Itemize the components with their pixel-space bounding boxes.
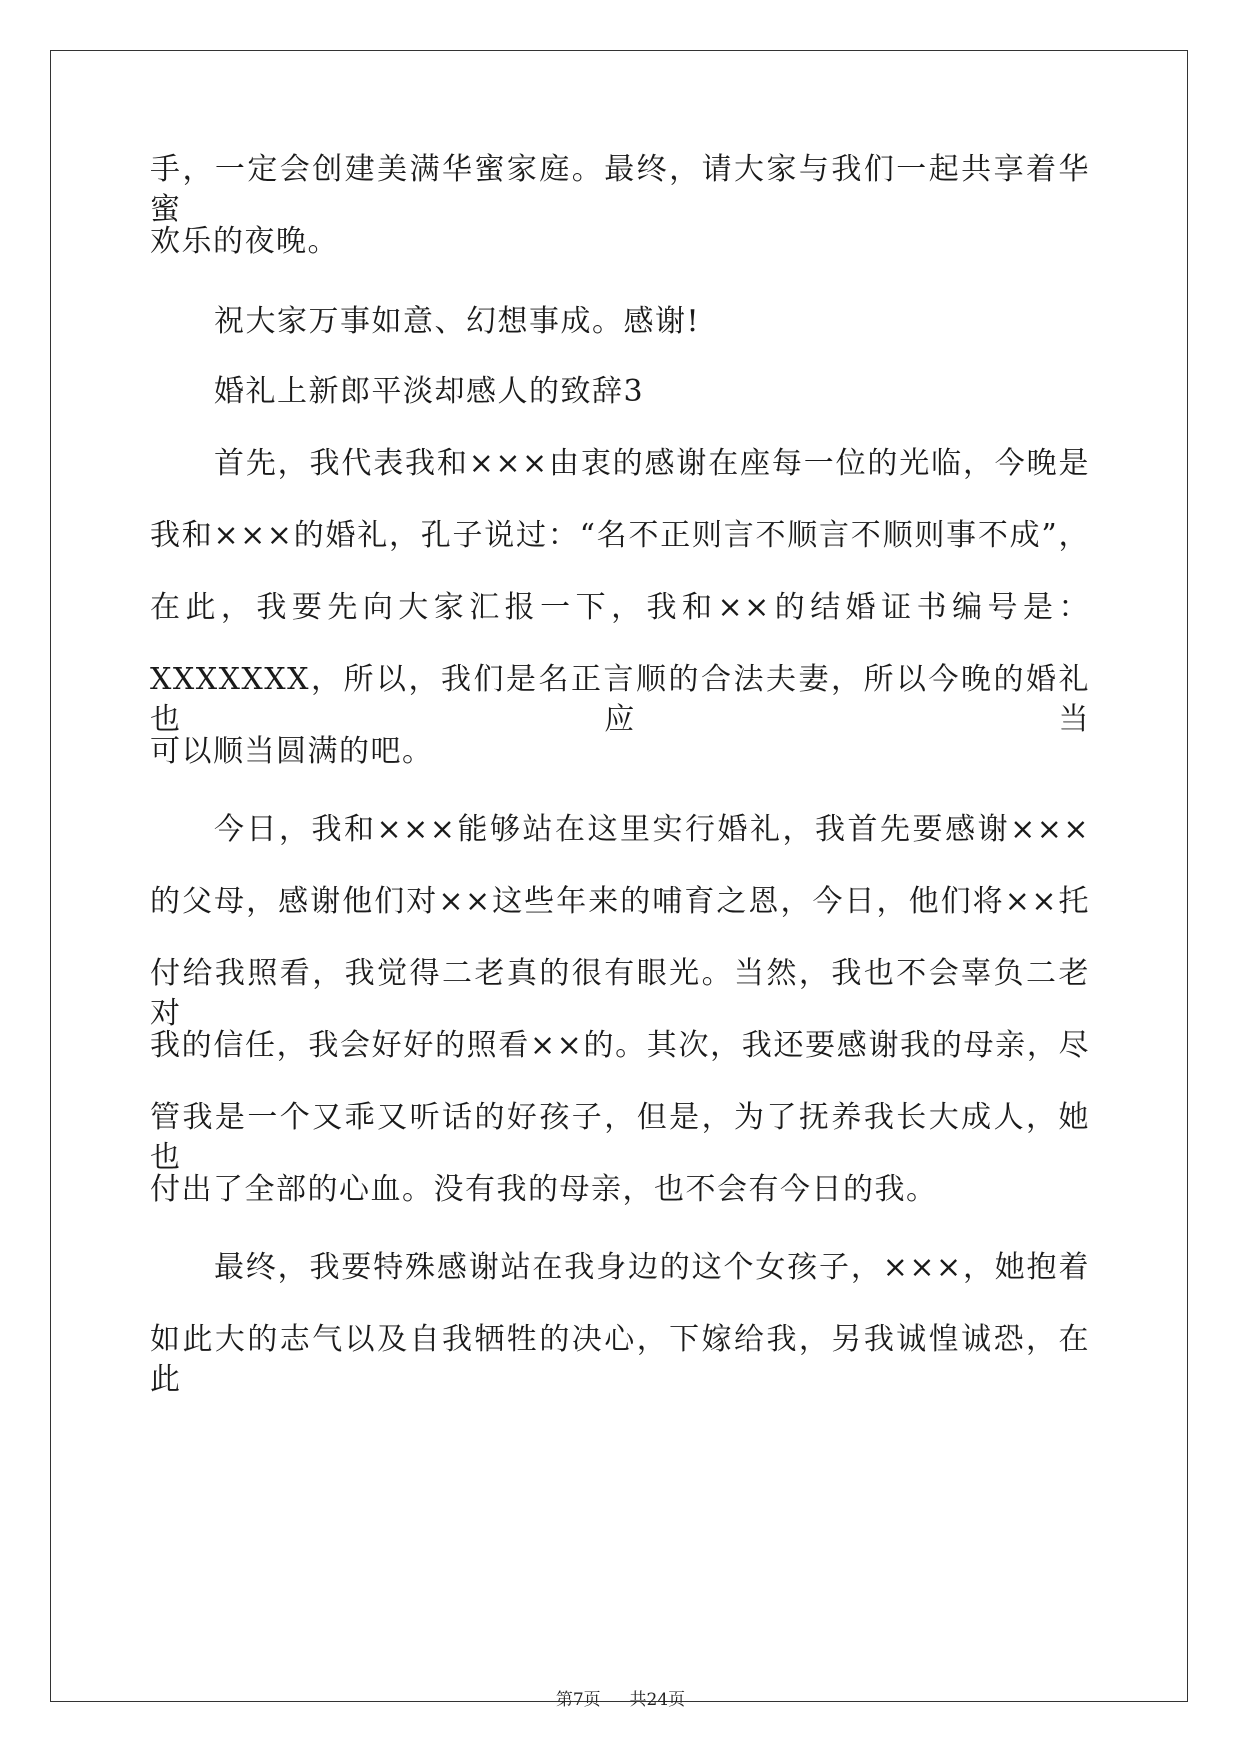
text-line: 欢乐的夜晚。 <box>150 224 339 259</box>
text-line: 最终，我要特殊感谢站在我身边的这个女孩子，×××，她抱着 <box>214 1250 1090 1285</box>
text-line: 如此大的志气以及自我牺牲的决心，下嫁给我，另我诚惶诚恐，在此 <box>150 1322 1090 1397</box>
text-line: 我和×××的婚礼，孔子说过：“名不正则言不顺言不顺则事不成”， <box>150 518 1090 553</box>
text-line: 手，一定会创建美满华蜜家庭。最终，请大家与我们一起共享着华蜜 <box>150 152 1090 227</box>
page-total: 共24页 <box>629 1690 686 1710</box>
text-line: 付给我照看，我觉得二老真的很有眼光。当然，我也不会辜负二老对 <box>150 956 1090 1031</box>
text-line: 管我是一个又乖又听话的好孩子，但是，为了抚养我长大成人，她也 <box>150 1100 1090 1175</box>
text-line: 付出了全部的心血。没有我的母亲，也不会有今日的我。 <box>150 1172 938 1207</box>
text-line: 首先，我代表我和×××由衷的感谢在座每一位的光临，今晚是 <box>214 446 1090 481</box>
text-line: 今日，我和×××能够站在这里实行婚礼，我首先要感谢××× <box>214 812 1090 847</box>
text-line: 的父母，感谢他们对××这些年来的哺育之恩，今日，他们将××托 <box>150 884 1090 919</box>
text-line: 祝大家万事如意、幻想事成。感谢! <box>214 304 701 339</box>
page-number: 第7页 <box>555 1690 601 1710</box>
page-frame <box>50 50 1188 1702</box>
text-line: 在此，我要先向大家汇报一下，我和××的结婚证书编号是： <box>150 590 1090 625</box>
text-line: 可以顺当圆满的吧。 <box>150 734 434 769</box>
section-heading: 婚礼上新郎平淡却感人的致辞3 <box>214 374 645 409</box>
text-line: XXXXXXX，所以，我们是名正言顺的合法夫妻，所以今晚的婚礼也应当 <box>150 662 1090 737</box>
page-footer <box>0 1688 1241 1712</box>
text-line: 我的信任，我会好好的照看××的。其次，我还要感谢我的母亲，尽 <box>150 1028 1090 1063</box>
